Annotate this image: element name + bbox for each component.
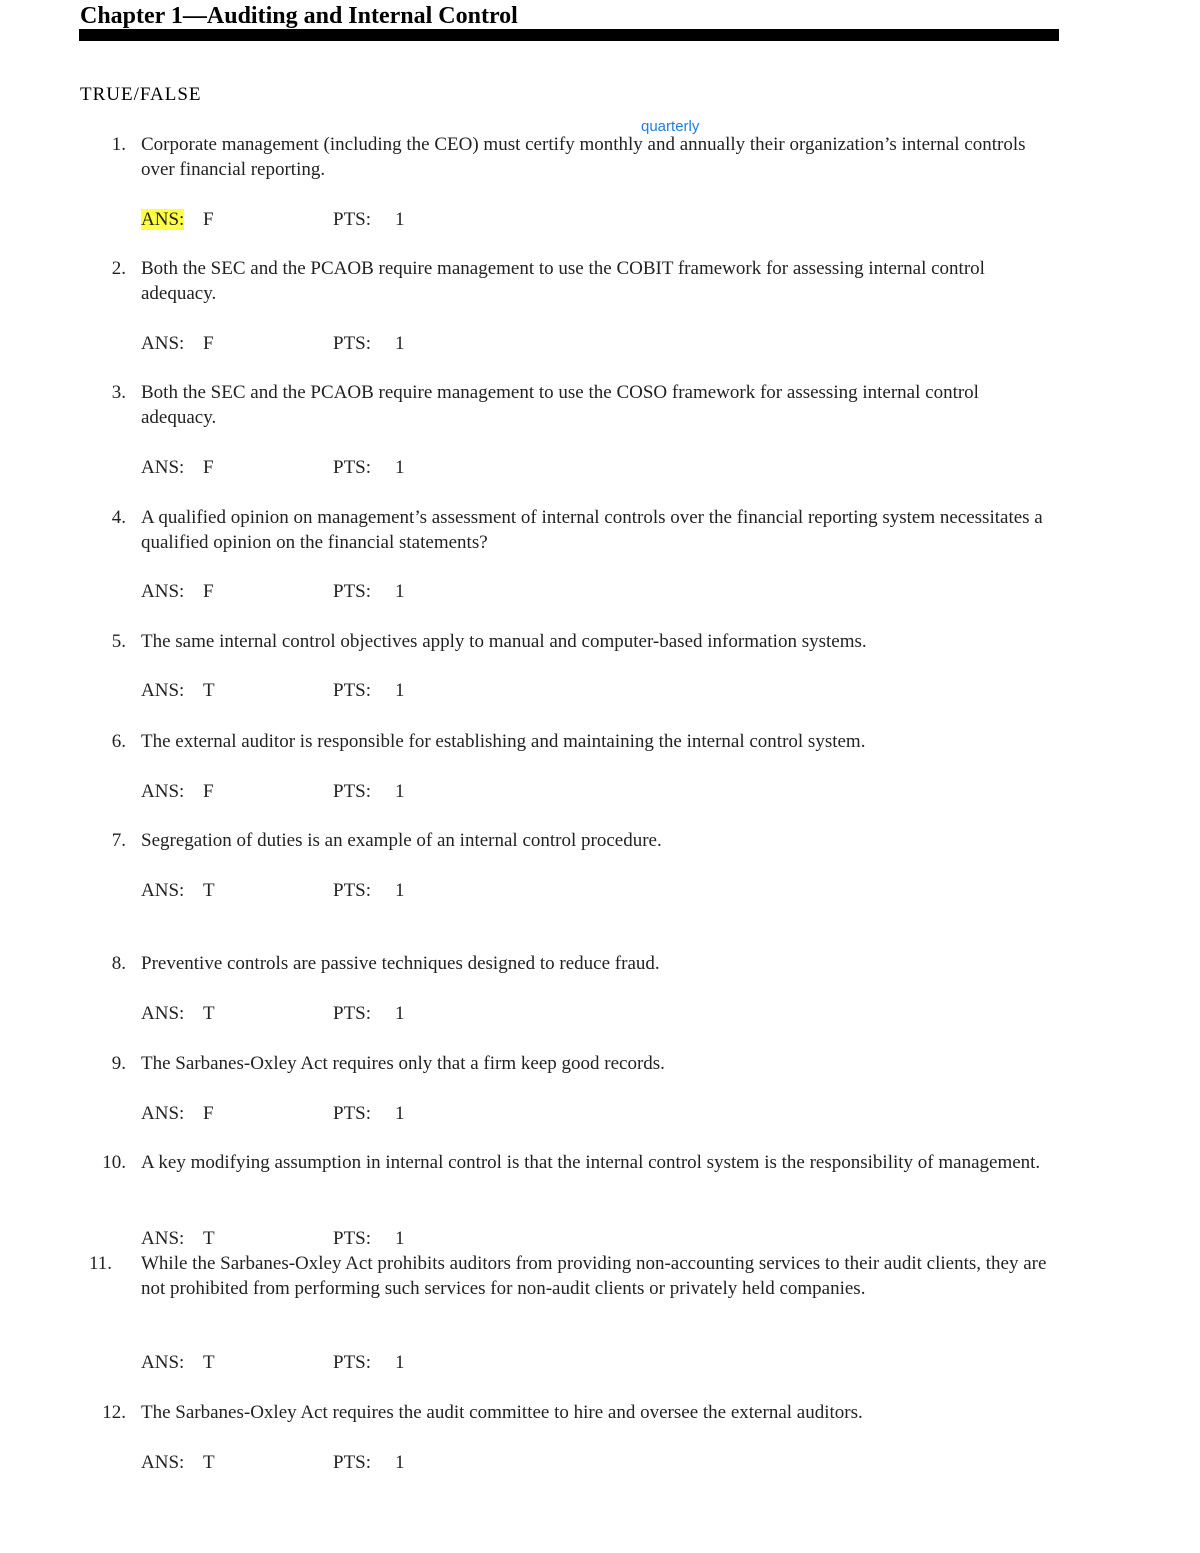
answer-value: T — [203, 1228, 215, 1249]
question-text: Both the SEC and the PCAOB require management to use the COBIT framework for assessing internal control adequacy. — [141, 258, 985, 304]
points-value: 1 — [395, 880, 405, 901]
points-value: 1 — [395, 209, 405, 230]
question-number: 12. — [102, 1402, 126, 1423]
question-text: The same internal control objectives apply to manual and computer-based information systems. — [141, 631, 867, 652]
answer-label: ANS: — [141, 1352, 185, 1373]
points-value: 1 — [395, 781, 405, 802]
points-label: PTS: — [333, 581, 372, 602]
answer-line — [141, 1350, 405, 1375]
question-number: 2. — [111, 258, 126, 279]
answer-line — [141, 1001, 405, 1026]
points-label: PTS: — [333, 1452, 372, 1473]
answer-value: T — [203, 880, 215, 901]
question-number: 4. — [111, 507, 126, 528]
points-label: PTS: — [333, 880, 372, 901]
question-text: Preventive controls are passive techniques designed to reduce fraud. — [141, 953, 660, 974]
points-value: 1 — [395, 581, 405, 602]
question-number: 9. — [111, 1053, 126, 1074]
answer-value: T — [203, 1003, 215, 1024]
answer-line — [141, 1101, 405, 1126]
answer-line — [141, 207, 405, 232]
points-label: PTS: — [333, 1228, 372, 1249]
answer-label: ANS: — [141, 209, 185, 230]
points-label: PTS: — [333, 680, 372, 701]
answer-label: ANS: — [141, 1452, 185, 1473]
answer-value: F — [203, 209, 214, 230]
points-label: PTS: — [333, 781, 372, 802]
points-label: PTS: — [333, 333, 372, 354]
question-number: 5. — [111, 631, 126, 652]
answer-line — [141, 1450, 405, 1475]
answer-label: ANS: — [141, 680, 185, 701]
answer-line — [141, 331, 405, 356]
points-value: 1 — [395, 457, 405, 478]
question-text: Both the SEC and the PCAOB require management to use the COSO framework for assessing internal control adequacy. — [141, 382, 979, 428]
question-number: 1. — [111, 134, 126, 155]
answer-label: ANS: — [141, 333, 185, 354]
answer-value: T — [203, 1452, 215, 1473]
points-label: PTS: — [333, 457, 372, 478]
question-number: 8. — [111, 953, 126, 974]
question-number: 7. — [111, 830, 126, 851]
answer-line — [141, 455, 405, 480]
question-text: While the Sarbanes-Oxley Act prohibits auditors from providing non-accounting services to their audit clients, they are not prohibited from performing such services for non-audit clients or privately held companies. — [141, 1253, 1047, 1299]
points-value: 1 — [395, 333, 405, 354]
answer-value: T — [203, 680, 215, 701]
points-value: 1 — [395, 1452, 405, 1473]
question-number: 6. — [111, 731, 126, 752]
title-rule — [79, 29, 1059, 41]
points-value: 1 — [395, 1352, 405, 1373]
answer-label: ANS: — [141, 1103, 185, 1124]
answer-value: T — [203, 1352, 215, 1373]
answer-label: ANS: — [141, 1003, 185, 1024]
answer-value: F — [203, 457, 214, 478]
answer-label: ANS: — [141, 457, 185, 478]
answer-value: F — [203, 581, 214, 602]
question-text: Corporate management (including the CEO) must certify monthly and annually their organization’s internal controls over financial reporting. — [141, 134, 1026, 180]
question-text: The external auditor is responsible for establishing and maintaining the internal control system. — [141, 731, 866, 752]
question-text: The Sarbanes-Oxley Act requires only that a firm keep good records. — [141, 1053, 665, 1074]
question-number: 10. — [102, 1152, 126, 1173]
answer-line — [141, 779, 405, 804]
answer-label: ANS: — [141, 581, 185, 602]
question-text: A qualified opinion on management’s assessment of internal controls over the financial reporting system necessitates a qualified opinion on the financial statements? — [141, 507, 1043, 553]
points-value: 1 — [395, 1003, 405, 1024]
points-value: 1 — [395, 1228, 405, 1249]
points-label: PTS: — [333, 1352, 372, 1373]
question-text: The Sarbanes-Oxley Act requires the audit committee to hire and oversee the external auditors. — [141, 1402, 863, 1423]
answer-label: ANS: — [141, 1228, 185, 1249]
answer-line — [141, 579, 405, 604]
answer-line — [141, 1226, 405, 1251]
points-value: 1 — [395, 1103, 405, 1124]
answer-value: F — [203, 1103, 214, 1124]
points-label: PTS: — [333, 1103, 372, 1124]
question-text: Segregation of duties is an example of an internal control procedure. — [141, 830, 662, 851]
answer-value: F — [203, 781, 214, 802]
answer-label: ANS: — [141, 781, 185, 802]
chapter-title: Chapter 1—Auditing and Internal Control — [80, 3, 518, 29]
points-value: 1 — [395, 680, 405, 701]
points-label: PTS: — [333, 209, 372, 230]
section-heading: TRUE/FALSE — [80, 84, 202, 105]
points-label: PTS: — [333, 1003, 372, 1024]
answer-value: F — [203, 333, 214, 354]
question-number: 11. — [88, 1253, 112, 1274]
answer-line — [141, 878, 405, 903]
question-number: 3. — [111, 382, 126, 403]
answer-line — [141, 678, 405, 703]
question-text: A key modifying assumption in internal control is that the internal control system is the responsibility of management. — [141, 1152, 1041, 1173]
annotation-note[interactable]: quarterly — [641, 118, 700, 135]
answer-label: ANS: — [141, 880, 185, 901]
